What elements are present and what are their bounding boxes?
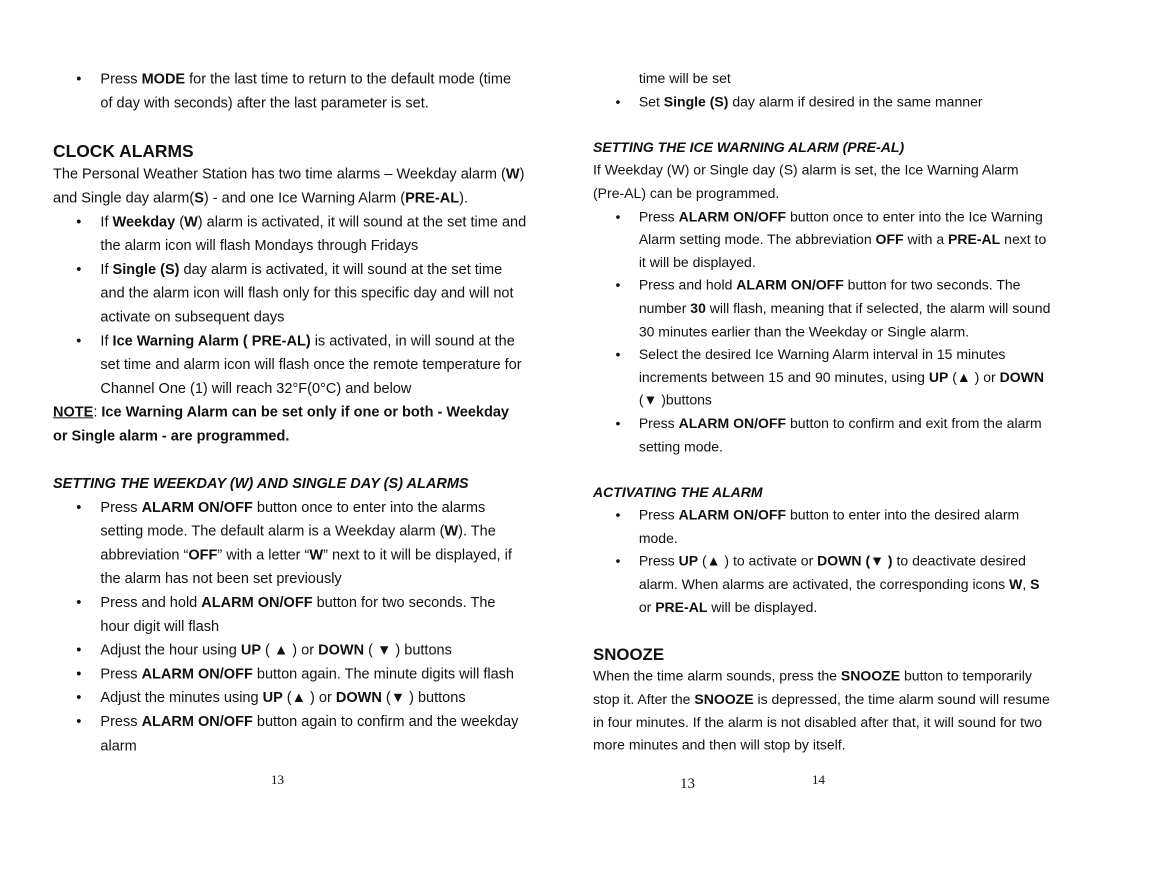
list-item-mode: • Press MODE for the last time to return to the default mode (time of day with seconds) after the last parameter is set. [53, 68, 527, 116]
list-item-step-hold: • Press and hold ALARM ON/OFF button for two seconds. The hour digit will flash [53, 592, 527, 640]
list-item-ice-enter-mode: • Press ALARM ON/OFF button once to enter into the Ice Warning Alarm setting mode. The abbreviation OFF with a PRE-AL next to it will be displayed. [593, 206, 1051, 275]
alarm-types-list [53, 211, 527, 401]
ice-warning-heading: SETTING THE ICE WARNING ALARM (PRE-AL) [593, 139, 905, 156]
activating-heading: ACTIVATING THE ALARM [593, 484, 763, 501]
list-item-step-enter-mode: • Press ALARM ON/OFF button once to enter into the alarms setting mode. The default alarm is a Weekday alarm (W). The abbreviation “OFF” with a letter “W” next to it will be displayed, if the alarm has not been set previously [53, 496, 527, 591]
snooze-heading: SNOOZE [593, 644, 665, 664]
mode-list [53, 68, 527, 116]
list-item-step-adjust-hour: • Adjust the hour using UP ( ▲ ) or DOWN ( ▼ ) buttons [53, 639, 527, 663]
clock-alarms-intro: The Personal Weather Station has two time alarms – Weekday alarm (W) and Single day alarm(S) - and one Ice Warning Alarm (PRE-AL). [53, 166, 525, 207]
list-item-step-press-again: • Press ALARM ON/OFF button again. The minute digits will flash [53, 663, 527, 687]
page-number-left: 13 [271, 772, 284, 787]
list-item-ice-confirm: • Press ALARM ON/OFF button to confirm and exit from the alarm setting mode. [593, 413, 1051, 459]
list-item-ice-interval: • Select the desired Ice Warning Alarm interval in 15 minutes increments between 15 and 90 minutes, using UP (▲ ) or DOWN (▼ )buttons [593, 344, 1051, 413]
ice-warning-intro: If Weekday (W) or Single day (S) alarm is set, the Ice Warning Alarm (Pre-AL) can be programmed. [593, 162, 1019, 202]
page-number-center: 13 [680, 776, 695, 792]
list-item-ice-hold: • Press and hold ALARM ON/OFF button for two seconds. The number 30 will flash, meaning that if selected, the alarm will sound 30 minutes earlier than the Weekday or Single alarm. [593, 275, 1051, 344]
left-page-column [53, 68, 527, 758]
list-item-step-confirm: • Press ALARM ON/OFF button again to confirm and the weekday alarm [53, 711, 527, 759]
single-alarm-list [593, 91, 1051, 114]
activating-steps-list [593, 505, 1051, 620]
snooze-paragraph: When the time alarm sounds, press the SNOOZE button to temporarily stop it. After the SNOOZE is depressed, the time alarm sound will resume in four minutes. If the alarm is not disabled after that, it will sound for two more minutes and then will stop by itself. [593, 668, 1050, 754]
page-number-right: 14 [812, 772, 825, 787]
list-item-activate-enter: • Press ALARM ON/OFF button to enter into the desired alarm mode. [593, 505, 1051, 551]
note-paragraph: NOTE: Ice Warning Alarm can be set only if one or both - Weekday or Single alarm - are programmed. [53, 404, 510, 445]
setting-steps-list [53, 496, 527, 758]
list-item-weekday-alarm: • If Weekday (W) alarm is activated, it will sound at the set time and the alarm icon will flash Mondays through Fridays [53, 211, 527, 259]
list-item-step-adjust-minutes: • Adjust the minutes using UP (▲ ) or DOWN (▼ ) buttons [53, 687, 527, 711]
continuation-text: time will be set [638, 70, 731, 87]
ice-warning-steps-list [593, 206, 1051, 459]
clock-alarms-heading: CLOCK ALARMS [53, 141, 194, 161]
list-item-single-alarm-set: • Set Single (S) day alarm if desired in the same manner [593, 91, 1051, 114]
list-item-ice-warning-alarm: • If Ice Warning Alarm ( PRE-AL) is activated, in will sound at the set time and alarm icon will flash once the remote temperature for Channel One (1) will reach 32°F(0°C) and below [53, 330, 527, 401]
setting-alarms-heading: SETTING THE WEEKDAY (W) AND SINGLE DAY (S) ALARMS [53, 475, 469, 492]
list-item-single-alarm: • If Single (S) day alarm is activated, it will sound at the set time and the alarm icon will flash only for this specific day and will not activate on subsequent days [53, 258, 527, 329]
list-item-activate-toggle: • Press UP (▲ ) to activate or DOWN (▼ ) to deactivate desired alarm. When alarms are activated, the corresponding icons W, S or PRE-AL will be displayed. [593, 551, 1051, 620]
right-page-column [593, 68, 1051, 758]
